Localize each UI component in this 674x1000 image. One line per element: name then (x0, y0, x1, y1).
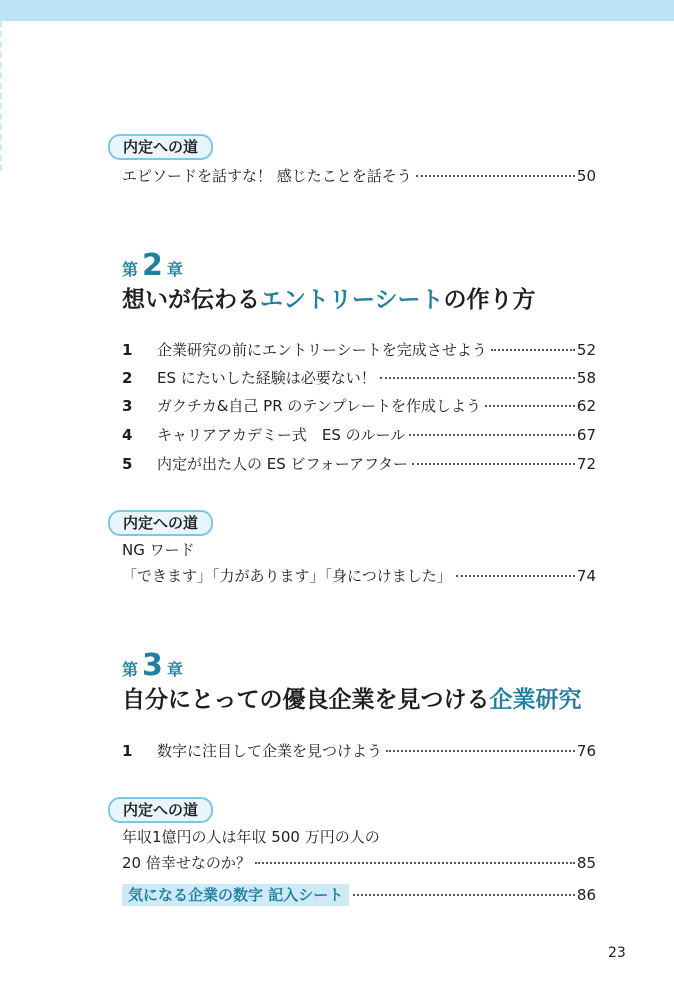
toc-row[interactable] (122, 367, 596, 389)
toc-page-number: 50 (576, 167, 596, 185)
toc-entry-text: ES にたいした経験は必要ない！ (157, 369, 376, 387)
chapter-number: 3 (142, 648, 163, 683)
toc-page-number: 67 (576, 426, 596, 444)
toc-row[interactable] (122, 740, 596, 762)
worksheet-label: 気になる企業の数字 記入シート (122, 884, 349, 906)
chapter-title-part: の作り方 (443, 287, 536, 313)
side-dashed-rule (0, 21, 2, 171)
chapter-prefix: 第 (122, 260, 139, 279)
toc-entry-text: ガクチカ&自己 PR のテンプレートを作成しよう (157, 397, 482, 415)
dot-leader (485, 405, 575, 407)
dot-leader (409, 434, 575, 436)
dot-leader (353, 894, 575, 896)
toc-item-number: 5 (122, 455, 133, 473)
tip-line: NG ワード (122, 541, 195, 559)
toc-entry-text: 「できます」「力があります」「身につけました」 (122, 567, 452, 585)
top-color-band (0, 0, 674, 21)
toc-entry-text: 数字に注目して企業を見つけよう (157, 742, 383, 760)
toc-page-number: 76 (576, 742, 596, 760)
toc-item-number: 2 (122, 369, 133, 387)
tip-tag: 内定への道 (108, 510, 213, 536)
page-number: 23 (608, 945, 626, 961)
toc-item-number: 1 (122, 341, 133, 359)
toc-page-number: 85 (576, 854, 596, 872)
chapter-suffix: 章 (166, 660, 183, 679)
toc-page-number: 62 (576, 397, 596, 415)
toc-item-number: 3 (122, 397, 133, 415)
chapter-label (122, 648, 183, 683)
dot-leader (380, 377, 575, 379)
toc-row[interactable] (122, 565, 596, 587)
chapter-title-part: 想いが伝わる (122, 287, 260, 313)
toc-item-number: 4 (122, 426, 133, 444)
chapter-title (122, 681, 582, 714)
toc-entry-text: エピソードを話すな！ 感じたことを話そう (122, 167, 412, 185)
dot-leader (456, 575, 575, 577)
toc-row[interactable] (122, 339, 596, 361)
toc-entry-text: 内定が出た人の ES ビフォーアフター (157, 455, 408, 473)
toc-entry-text: 20 倍幸せなのか？ (122, 854, 251, 872)
toc-row[interactable] (122, 453, 596, 475)
chapter-label (122, 248, 183, 283)
tip-tag: 内定への道 (108, 134, 213, 160)
toc-row[interactable] (122, 852, 596, 874)
toc-row[interactable] (122, 884, 596, 906)
toc-row[interactable] (122, 165, 596, 187)
tip-tag: 内定への道 (108, 797, 213, 823)
dot-leader (491, 349, 575, 351)
chapter-title-part: 自分にとっての優良企業を見つける (122, 687, 490, 713)
chapter-number: 2 (142, 248, 163, 283)
toc-page-number: 86 (576, 886, 596, 904)
toc-page-number: 74 (576, 567, 596, 585)
toc-entry-text: キャリアアカデミー式 ES のルール (157, 426, 406, 444)
toc-item-number: 1 (122, 742, 133, 760)
chapter-title-highlight: 企業研究 (489, 687, 582, 713)
chapter-prefix: 第 (122, 660, 139, 679)
dot-leader (255, 862, 575, 864)
dot-leader (412, 463, 575, 465)
chapter-suffix: 章 (166, 260, 183, 279)
toc-page-number: 72 (576, 455, 596, 473)
toc-entry-text: 企業研究の前にエントリーシートを完成させよう (157, 341, 487, 359)
chapter-title (122, 281, 536, 314)
tip-line: 年収1億円の人は年収 500 万円の人の (122, 828, 380, 846)
toc-row[interactable] (122, 424, 596, 446)
toc-page-number: 58 (576, 369, 596, 387)
toc-row[interactable] (122, 395, 596, 417)
toc-page-number: 52 (576, 341, 596, 359)
dot-leader (386, 750, 575, 752)
chapter-title-highlight: エントリーシート (260, 287, 444, 313)
dot-leader (416, 175, 575, 177)
